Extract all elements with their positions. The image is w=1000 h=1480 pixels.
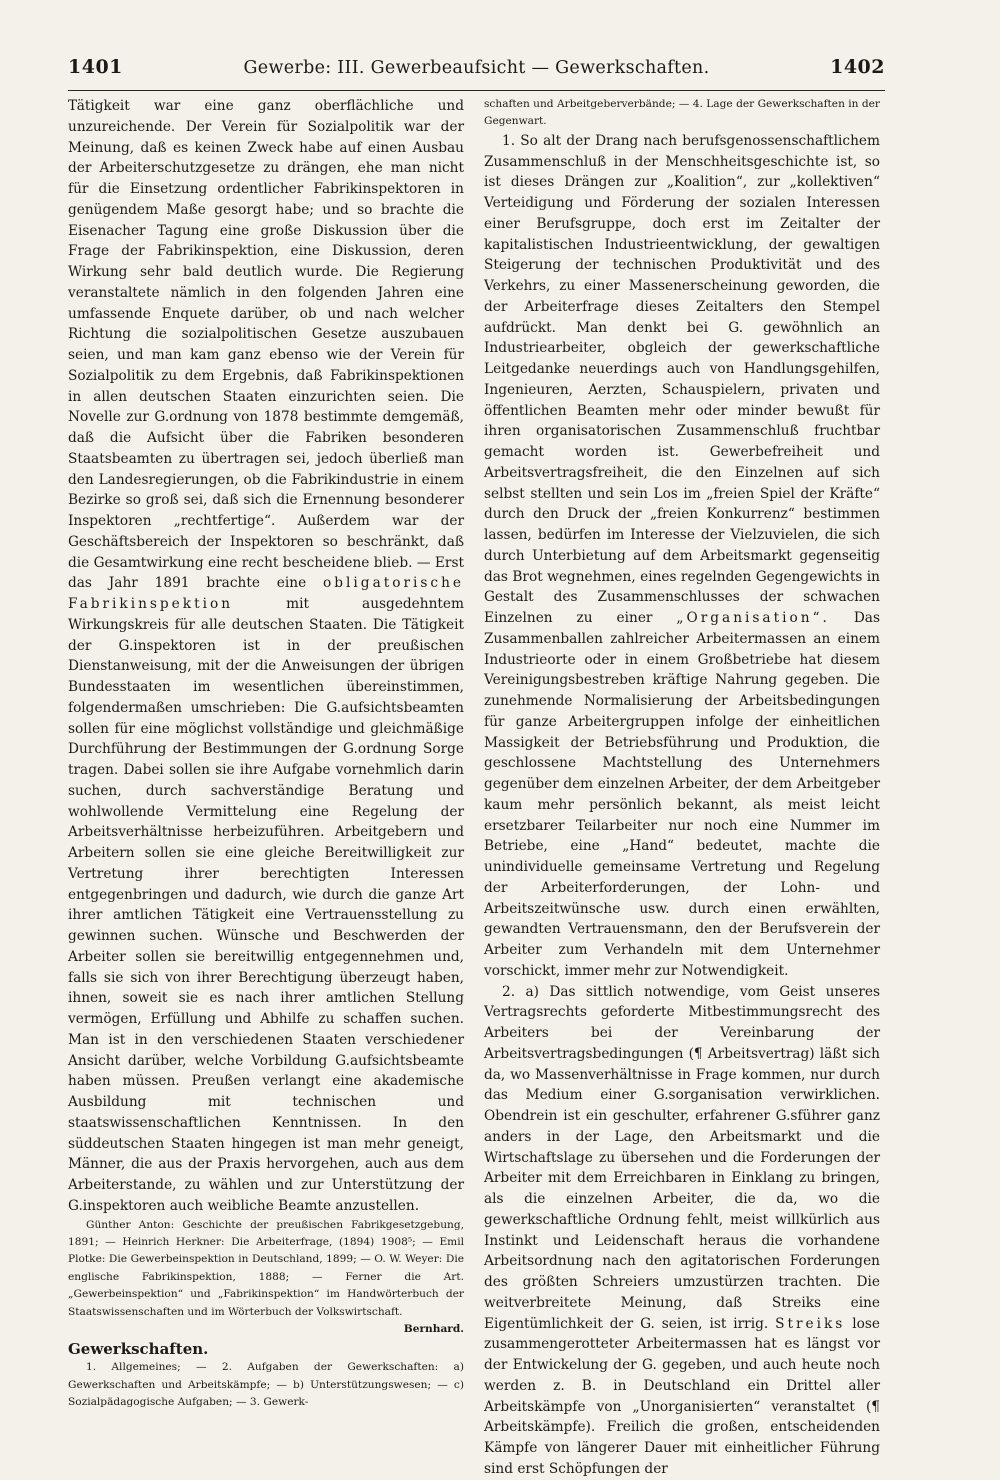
section-title: Gewerkschaften. bbox=[68, 1340, 209, 1359]
right-paragraph-1-end: Das Zusammenballen zahlreicher Arbeitermassen an einem Industrieorte oder in einem Großbetriebe hat diesem Vereinigungsbestreben kräftige Nahrung gegeben. Die zunehmende Normalisierung der Arbeitsbedingungen für ganze Arbeitergruppen infolge der einheitlichen Massigkeit der Betriebsführung und Produktion, die geschlossene Machtstellung des Unternehmers gegenüber dem einzelnen Arbeiter, der dem Arbeitgeber kaum mehr persönlich bekannt, als meist leicht ersetzbarer Teilarbeiter nur noch eine Nummer im Betriebe, eine „Hand“ bedeutet, machte die unindividuelle gemeinsame Vertretung und Regelung der Arbeiterforderungen, der Lohn- und Arbeitszeitwünsche usw. durch einen erwählten, gewandten Vertrauensmann, den der Berufsverein der Arbeiter zum Verhandeln mit dem Unternehmer vorschickt, immer mehr zur Notwendigkeit. bbox=[484, 610, 880, 979]
right-paragraph-1-text: 1. So alt der Drang nach berufsgenossenschaftlichem Zusammenschluß in der Menschheitsgeschichte ist, so ist dieses Drängen zur „Koalition“, zur „kollektiven“ Verteidigung und Förderung der sozialen Interessen einer Berufsgruppe, doch erst im Zeitalter der kapitalistischen Industrieentwicklung, der gewaltigen Steigerung der technischen Produktivität und des Verkehrs, zu einer Massenerscheinung geworden, die der Arbeiterfrage dieses Zeitalters den Stempel aufdrückt. Man denkt bei G. gewöhnlich an Industriearbeiter, obgleich der gewerkschaftliche Leitgedanke neuerdings auch von Handlungsgehilfen, Ingenieuren, Aerzten, Schauspielern, privaten und öffentlichen Beamten mehr oder minder bewußt für ihren organisatorischen Zusammenschluß fruchtbar gemacht worden ist. Gewerbefreiheit und Arbeitsvertragsfreiheit, die den Einzelnen auf sich selbst stellten und sein Los im „freien Spiel der Kräfte“ durch den Druck der „freien Konkurrenz“ bestimmen lassen, bedürfen im Interesse der Vielzuvielen, die sich durch Unterbietung auf dem Arbeitsmarkt gegenseitig das Brot wegnehmen, eines regelnden Gegengewichts in Gestalt des Zusammenschlusses der schwachen Einzelnen zu einer bbox=[484, 132, 880, 627]
right-paragraph-1 bbox=[484, 131, 880, 982]
section-outline: 1. Allgemeines; — 2. Aufgaben der Gewerkschaften: a) Gewerkschaften und Arbeitskämpfe; — b) Unterstützungswesen; — c) Sozialpädagogische Aufgaben; — 3. Gewerk- bbox=[68, 1361, 464, 1409]
right-spaced-word: „Organisation“. bbox=[676, 610, 830, 627]
left-column bbox=[68, 96, 464, 1412]
bibliography-text: Günther Anton: Geschichte der preußischen Fabrikgesetzgebung, 1891; — Heinrich Herkner: Die Arbeiterfrage, (1894) 1908⁵; — Emil Plotke: Die Gewerbeinspektion in Deutschland, 1899; — O. W. Weyer: Die englische Fabrikinspektion, 1888; — Ferner die Art. „Gewerbeinspektion“ und „Fabrikinspektion“ im Handwörterbuch der Staatswissenschaften und im Wörterbuch der Volkswirtschaft. bbox=[68, 1218, 464, 1318]
right-spaced-word-2: Streiks bbox=[775, 1315, 846, 1332]
left-paragraph-1-end: mit ausgedehntem Wirkungskreis für alle deutschen Staaten. Die Tätigkeit der G.inspektoren ist in der preußischen Dienstanweisung, mit der die Anweisungen der übrigen Bundesstaaten im wesentlichen übereinstimmen, folgendermaßen umschrieben: Die G.aufsichtsbeamten sollen für eine möglichst vollständige und gleichmäßige Durchführung der Bestimmungen der G.ordnung Sorge tragen. Dabei sollen sie ihre Aufgabe vornehmlich darin suchen, durch sachverständige Beratung und wohlwollende Vermittelung eine Regelung der Arbeitsverhältnisse herbeizuführen. Arbeitgebern und Arbeitern sollen sie eine gleiche Bereitwilligkeit zur Vertretung ihrer berechtigten Interessen entgegenbringen und dadurch, wie durch die ganze Art ihrer amtlichen Tätigkeit eine Vertrauensstellung zu gewinnen suchen. Wünsche und Beschwerden der Arbeiter sollen sie bereitwillig entgegennehmen und, falls sie sich von ihrer Berechtigung überzeugt haben, ihnen, soweit sie es nach ihrer amtlichen Stellung vermögen, Erfüllung und Abhilfe zu schaffen suchen. Man ist in den verschiedenen Staaten verschiedener Ansicht darüber, welche Vorbildung G.aufsichtsbeamte haben müssen. Preußen verlangt eine akademische Ausbildung mit technischen und staatswissenschaftlichen Kenntnissen. In den süddeutschen Staaten hingegen ist man mehr geneigt, Männer, die aus der Praxis hervorgehen, auch aus dem Arbeiterstande, zu wählen und zur Unterstützung der G.inspektoren auch weibliche Beamte anzustellen. bbox=[68, 596, 464, 1214]
author-signature: Bernhard. bbox=[403, 1322, 464, 1335]
section-outline-continued: schaften und Arbeitgeberverbände; — 4. Lage der Gewerkschaften in der Gegenwart. bbox=[484, 98, 880, 128]
right-paragraph-2-end: lose zusammengerotteter Arbeitermassen hat es längst vor der Entwickelung der G. gegeben, und auch heute noch werden z. B. in Deutschland ein Drittel aller Arbeitskämpfe von „Unorganisierten“ veranstaltet (¶ Arbeitskämpfe). Freilich die großen, entscheidenden Kämpfe von längerer Dauer mit einheitlicher Führung sind erst Schöpfungen der bbox=[484, 1315, 880, 1477]
running-title: Gewerbe: III. Gewerbeaufsicht — Gewerkschaften. bbox=[243, 58, 710, 78]
page-number-left: 1401 bbox=[68, 56, 123, 78]
running-header bbox=[68, 56, 885, 91]
right-paragraph-2 bbox=[484, 982, 880, 1480]
left-spaced-phrase: obligatorische Fabrikinspektion bbox=[68, 575, 464, 612]
right-paragraph-2-text: 2. a) Das sittlich notwendige, vom Geist unseres Vertragsrechts geforderte Mitbestimmungsrecht des Arbeiters bei der Vereinbarung der Arbeitsvertragsbedingungen (¶ Arbeitsvertrag) läßt sich da, wo Massenverhältnisse in Frage kommen, nur durch das Medium einer G.sorganisation verwirklichen. Obendrein ist ein geschulter, erfahrener G.sführer ganz anders in der Lage, den Arbeitsmarkt und die Wirtschaftslage zu übersehen und die Forderungen der Arbeiter mit dem Erreichbaren in Einklang zu bringen, als die einzelnen Arbeiter, die da, wo die gewerkschaftliche Ordnung fehlt, meist willkürlich aus Instinkt und Leidenschaft heraus die vorhandene Arbeitsordnung nach den agitatorischen Forderungen des größten Schreiers umzustürzen trachten. Die weitverbreitete Meinung, daß Streiks eine Eigentümlichkeit der G. seien, ist irrig. bbox=[484, 983, 880, 1332]
bibliography bbox=[68, 1217, 464, 1335]
right-column bbox=[484, 96, 880, 1480]
left-paragraph-1 bbox=[68, 96, 464, 1217]
left-paragraph-1-text: Tätigkeit war eine ganz oberflächliche und unzureichende. Der Verein für Sozialpolitik war der Meinung, daß es keinen Zweck habe auf einen Ausbau der Arbeiterschutzgesetze zu drängen, ehe man nicht für die Einsetzung ordentlicher Fabrikinspektoren in genügendem Maße gesorgt habe; und so brachte die Eisenacher Tagung eine große Diskussion über die Frage der Fabrikinspektion, eine Diskussion, deren Wirkung sehr bald deutlich wurde. Die Regierung veranstaltete nämlich in den folgenden Jahren eine umfassende Enquete darüber, ob und nach welcher Richtung die sozialpolitischen Gesetze auszubauen seien, und man kam ganz ebenso wie der Verein für Sozialpolitik zu dem Ergebnis, daß Fabrikinspektionen in allen deutschen Staaten einzurichten seien. Die Novelle zur G.ordnung von 1878 bestimmte demgemäß, daß die Aufsicht über die Fabriken besonderen Staatsbeamten zu übertragen sei, jedoch überließ man den Landesregierungen, ob die Fabrikindustrie in einem Bezirke so groß sei, daß sich die Ernennung besonderer Inspektoren „rechtfertige“. Außerdem war der Geschäftsbereich der Inspektoren so beschränkt, daß die Gesamtwirkung eine recht bescheidene blieb. — Erst das Jahr 1891 brachte eine bbox=[68, 98, 464, 592]
page-number-right: 1402 bbox=[830, 56, 885, 78]
